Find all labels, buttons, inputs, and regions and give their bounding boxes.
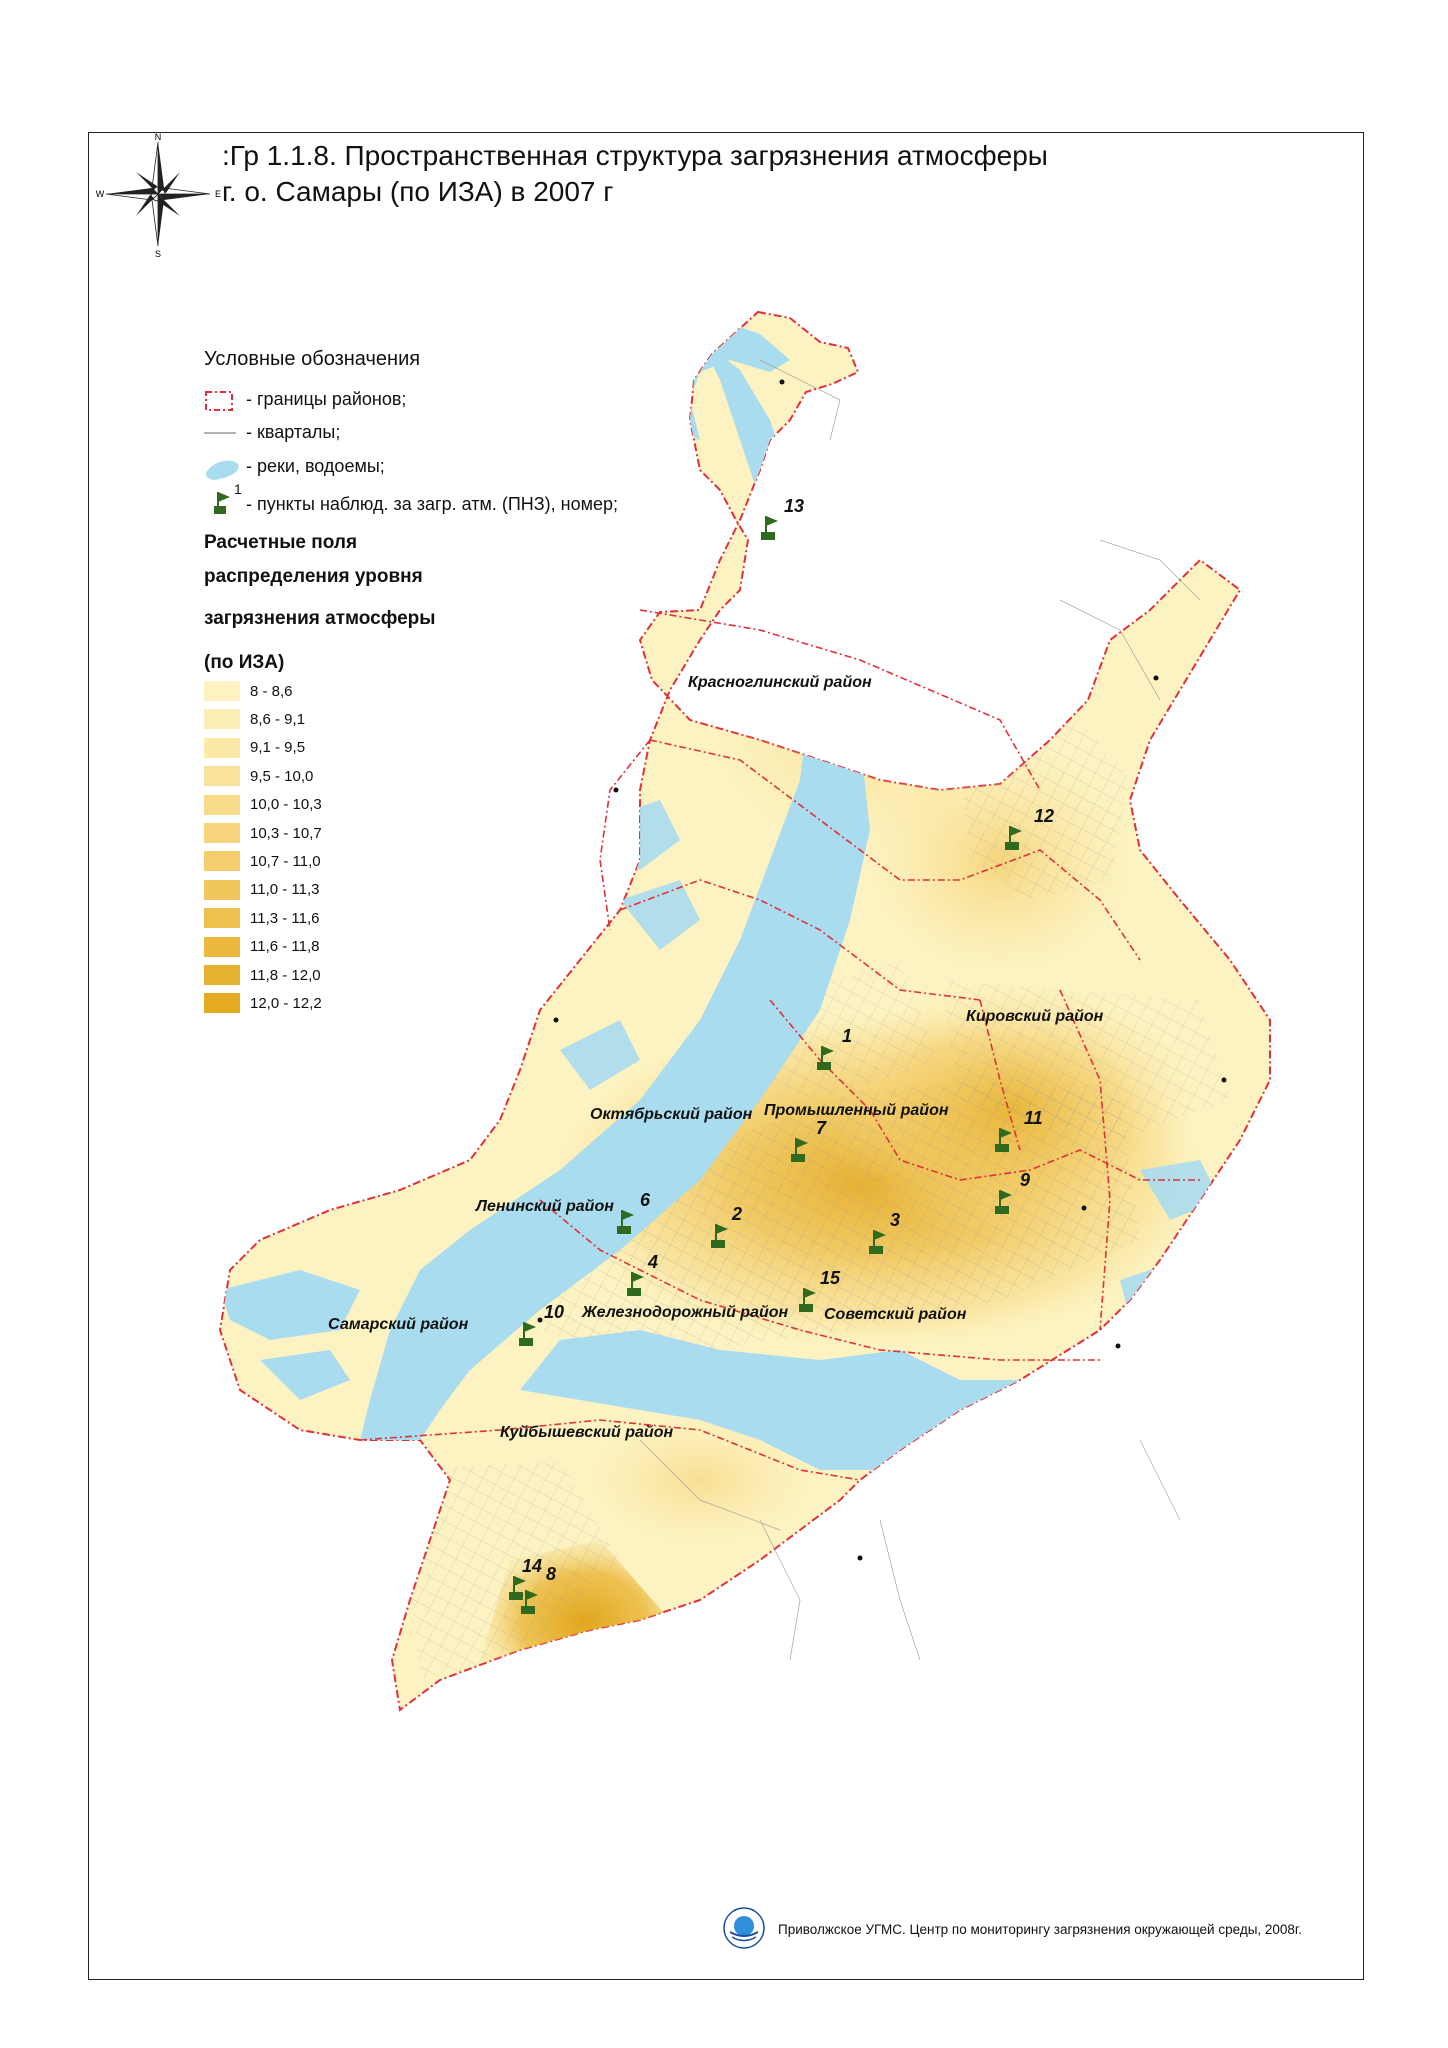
station-number: 10 <box>544 1302 565 1322</box>
scale-label: 11,3 - 11,6 <box>250 909 320 927</box>
map-title-line-1: :Гр 1.1.8. Пространственная структура загрязнения атмосферы <box>222 140 1048 171</box>
station-number: 6 <box>640 1190 651 1210</box>
district-label: Промышленный район <box>764 1102 949 1119</box>
scale-title-1: Расчетные поля <box>204 532 358 553</box>
scale-label: 9,5 - 10,0 <box>250 767 314 785</box>
scale-swatch <box>204 880 240 900</box>
scale-swatch <box>204 993 240 1013</box>
scale-label: 8,6 - 9,1 <box>250 710 306 728</box>
station-number: 13 <box>784 496 805 516</box>
station-number: 9 <box>1020 1170 1031 1190</box>
scale-swatch <box>204 908 240 928</box>
station-number: 12 <box>1034 806 1055 826</box>
scale-label: 11,8 - 12,0 <box>250 966 321 984</box>
agency-logo-icon <box>722 1906 766 1950</box>
station-number: 8 <box>546 1564 557 1584</box>
legend-station-icon-number: 1 <box>234 481 242 497</box>
scale-swatch <box>204 965 240 985</box>
scale-label: 11,6 - 11,8 <box>250 938 320 956</box>
scale-row <box>204 823 322 843</box>
scale-swatch <box>204 766 240 786</box>
water-icon <box>206 461 239 480</box>
scale-label: 10,3 - 10,7 <box>250 824 322 842</box>
scale-title-4: (по ИЗА) <box>204 652 285 673</box>
district-label: Ленинский район <box>476 1198 614 1215</box>
scale-row <box>204 965 321 985</box>
district-label: Советский район <box>824 1306 967 1323</box>
scale-label: 10,7 - 11,0 <box>250 852 321 870</box>
station-number: 1 <box>842 1026 853 1046</box>
scale-swatch <box>204 937 240 957</box>
district-label: Самарский район <box>328 1316 469 1333</box>
scale-row <box>204 795 322 815</box>
station-flag-icon <box>214 492 230 514</box>
district-label: Железнодорожный район <box>582 1304 789 1321</box>
scale-swatch <box>204 738 240 758</box>
scale-label: 12,0 - 12,2 <box>250 994 322 1012</box>
legend-item-borders: - границы районов; <box>246 389 407 409</box>
scale-row <box>204 880 320 900</box>
scale-swatch <box>204 823 240 843</box>
credit-text: Приволжское УГМС. Центр по мониторингу загрязнения окружающей среды, 2008г. <box>778 1922 1302 1937</box>
scale-row <box>204 851 321 871</box>
legend-item-water: - реки, водоемы; <box>246 456 385 476</box>
scale-row <box>204 908 320 928</box>
legend-item-blocks: - кварталы; <box>246 422 341 442</box>
district-border-icon <box>206 392 232 410</box>
legend-item-stations: - пункты наблюд. за загр. атм. (ПНЗ), номер; <box>246 494 618 514</box>
compass-rose-icon <box>96 132 221 259</box>
scale-swatch <box>204 851 240 871</box>
scale-row <box>204 681 293 701</box>
scale-label: 10,0 - 10,3 <box>250 796 322 814</box>
svg-text:S: S <box>154 249 162 259</box>
district-label: Красноглинский район <box>688 674 872 691</box>
station-number: 2 <box>732 1204 743 1224</box>
scale-row <box>204 709 305 729</box>
station-number: 3 <box>890 1210 901 1230</box>
station-number: 15 <box>820 1268 841 1288</box>
scale-row <box>204 738 305 758</box>
scale-swatch <box>204 709 240 729</box>
scale-label: 11,0 - 11,3 <box>250 881 320 899</box>
district-label: Куйбышевский район <box>500 1424 674 1441</box>
map-title-line-2: г. о. Самары (по ИЗА) в 2007 г <box>222 176 614 207</box>
district-label: Кировский район <box>966 1008 1104 1025</box>
station-flag-icon <box>761 516 778 540</box>
legend-heading: Условные обозначения <box>204 348 421 370</box>
scale-label: 9,1 - 9,5 <box>250 739 306 757</box>
scale-row <box>204 993 322 1013</box>
station-number: 7 <box>816 1118 827 1138</box>
svg-text:N: N <box>154 132 162 142</box>
station-number: 11 <box>1024 1108 1043 1128</box>
svg-text:E: E <box>214 189 222 199</box>
district-label: Октябрьский район <box>590 1106 753 1123</box>
station-number: 14 <box>522 1556 543 1576</box>
scale-swatch <box>204 795 240 815</box>
scale-title-2: распределения уровня <box>204 566 423 587</box>
scale-title-3: загрязнения атмосферы <box>204 608 436 629</box>
svg-text:W: W <box>95 189 105 199</box>
station-number: 4 <box>648 1252 659 1272</box>
scale-row <box>204 766 313 786</box>
scale-row <box>204 937 320 957</box>
scale-label: 8 - 8,6 <box>250 682 293 700</box>
scale-swatch <box>204 681 240 701</box>
